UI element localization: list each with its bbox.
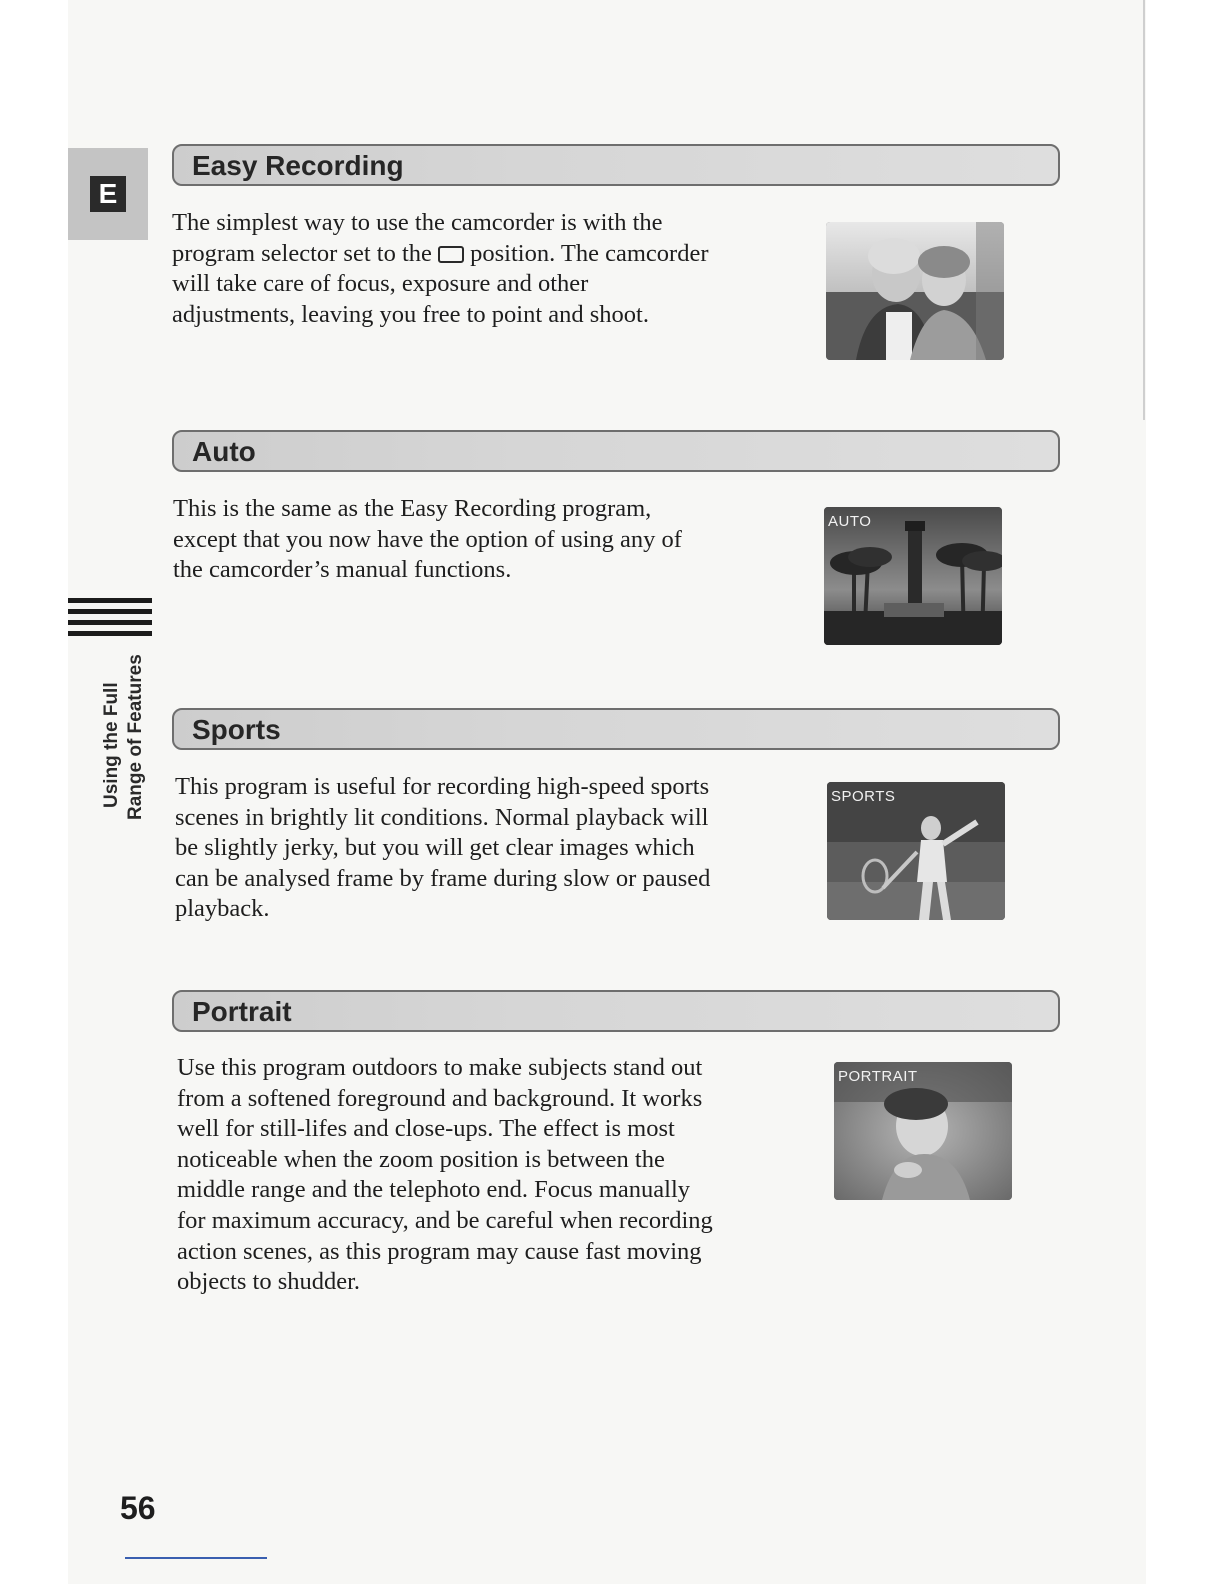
chapter-label-line-1: Using the Full bbox=[101, 682, 122, 808]
section-body-text: The simplest way to use the camcorder is with the program selector set to the bbox=[172, 209, 663, 267]
page-number: 56 bbox=[120, 1490, 156, 1526]
easy-recording-mode-icon bbox=[438, 246, 464, 263]
photo-easy-recording-image bbox=[826, 222, 1004, 360]
section-body-text-continued: position. The camcorder will take care of focus, exposure and other adjustments, leaving you free to point and shoot. bbox=[172, 239, 709, 328]
section-body-easy-recording bbox=[172, 208, 712, 330]
section-title: Easy Recording bbox=[192, 150, 404, 181]
photo-sports bbox=[827, 782, 1005, 920]
footer-rule bbox=[125, 1557, 267, 1559]
section-title: Portrait bbox=[192, 996, 292, 1027]
section-header-auto bbox=[172, 430, 1060, 472]
photo-easy-recording bbox=[826, 222, 1004, 360]
section-header-portrait bbox=[172, 990, 1060, 1032]
section-body-portrait: Use this program outdoors to make subjects stand out from a softened foreground and background. It works well for still-lifes and close-ups. The effect is most noticeable when the zoom position is between the middle range and the telephoto end. Focus manually for maximum accuracy, and be careful when recording action scenes, as this program may cause fast moving objects to shudder. bbox=[177, 1054, 713, 1296]
photo-auto bbox=[824, 507, 1002, 645]
photo-mode-label: PORTRAIT bbox=[838, 1068, 918, 1085]
chapter-label bbox=[100, 654, 148, 820]
section-title: Sports bbox=[192, 714, 281, 745]
section-title: Auto bbox=[192, 436, 256, 467]
photo-portrait bbox=[834, 1062, 1012, 1200]
section-header-sports bbox=[172, 708, 1060, 750]
language-letter: E bbox=[90, 176, 126, 212]
section-body-sports: This program is useful for recording high-speed sports scenes in brightly lit conditions. Normal playback will be slightly jerky, but you will get clear images which can be analysed frame by frame during slow or paused playback. bbox=[175, 773, 711, 923]
photo-mode-label: SPORTS bbox=[831, 788, 896, 805]
page-edge-rule bbox=[1143, 0, 1145, 420]
chapter-label-line-2: Range of Features bbox=[125, 654, 146, 820]
section-header-easy-recording bbox=[172, 144, 1060, 186]
section-body-auto: This is the same as the Easy Recording program, except that you now have the option of using any of the camcorder’s manual functions. bbox=[173, 495, 682, 584]
chapter-marker-bars bbox=[68, 598, 152, 642]
photo-mode-label: AUTO bbox=[828, 513, 872, 530]
